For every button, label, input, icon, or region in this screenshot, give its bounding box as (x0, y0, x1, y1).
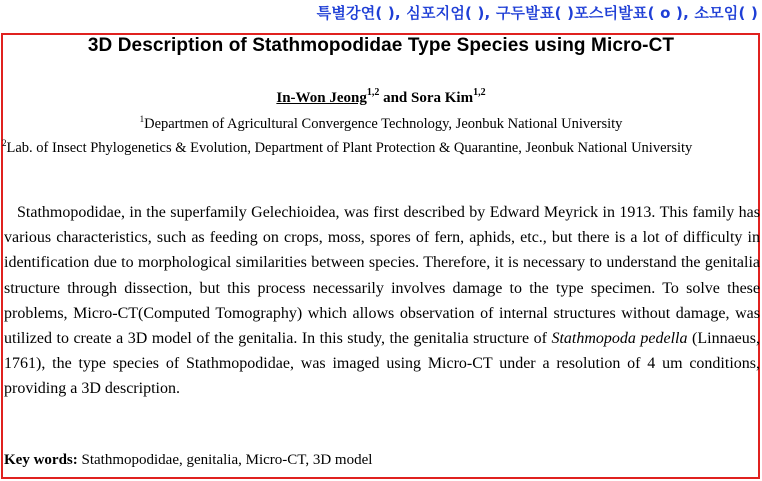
paper-title: 3D Description of Stathmopodidae Type Species using Micro-CT (87, 35, 675, 56)
author-line (0, 87, 762, 107)
abstract-species-name: Stathmopoda pedella (551, 330, 688, 348)
author-2-name: Sora Kim (411, 90, 474, 106)
keywords-line (4, 452, 372, 469)
affiliation-2 (2, 138, 762, 157)
affiliation-1-mark: 1 (139, 114, 145, 124)
affiliation-2-mark: 2 (2, 138, 7, 148)
affiliation-2-text: Lab. of Insect Phylogenetics & Evolution, Department of Plant Protection & Quarantine, Jeonbuk National University (6, 140, 693, 156)
keywords-list: Stathmopodidae, genitalia, Micro-CT, 3D model (77, 452, 373, 468)
abstract-text-part1: Stathmopodidae, in the superfamily Gelechioidea, was first described by Edward Meyrick in 1913. This family has various characteristics, such as feeding on crops, moss, spores of fern, aphids, etc., but there is a lot of difficulty in identification due to morphological similarities between species. Therefore, it is necessary to understand the genitalia structure through dissection, but this process necessarily involves damage to the type specimen. To solve these problems, Micro-CT(Computed Tomography) which allows observation of internal structures without damage, was utilized to create a 3D model of the genitalia. In this study, the genitalia structure of (4, 204, 760, 348)
author-1-name: In-Won Jeong (276, 90, 367, 106)
abstract-body (4, 200, 760, 402)
author-conjunction: and (379, 90, 412, 106)
keywords-label: Key words: (4, 452, 78, 468)
author-1-affiliation-mark: 1,2 (366, 87, 380, 98)
author-2-affiliation-mark: 1,2 (473, 87, 486, 98)
presentation-type-header: 특별강연( ), 심포지엄( ), 구두발표( )포스터발표( o ), 소모임( ) (316, 4, 758, 22)
affiliation-1 (0, 114, 762, 133)
abstract-text-part2: (Linnaeus, 1761), the type species of Stathmopodidae, was imaged using Micro-CT under a resolution of 4 um conditions, providing a 3D description. (4, 330, 761, 398)
affiliation-1-text: Departmen of Agricultural Convergence Technology, Jeonbuk National University (144, 116, 623, 132)
